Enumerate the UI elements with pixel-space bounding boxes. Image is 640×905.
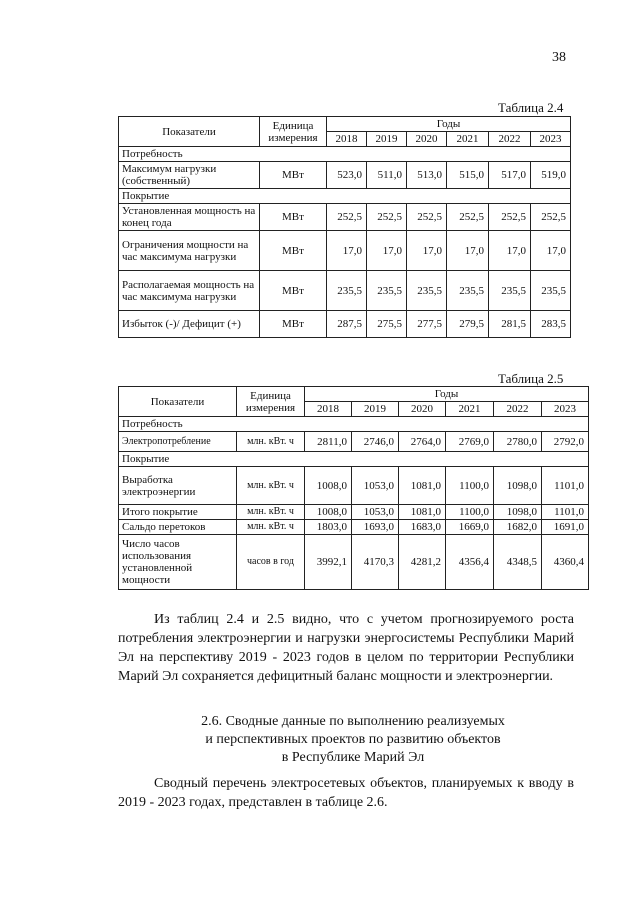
row-label: Ограничения мощности на час максимума нагрузки: [119, 231, 260, 271]
cell-value: 283,5: [531, 311, 571, 338]
section-cover: Покрытие: [119, 452, 589, 467]
table-row: [119, 535, 589, 590]
table-row: [119, 271, 571, 311]
page-number: 38: [552, 50, 566, 65]
cell-value: 1100,0: [446, 505, 494, 520]
cell-value: 513,0: [407, 162, 447, 189]
cell-value: 2780,0: [494, 432, 542, 452]
cell-value: 1008,0: [305, 505, 352, 520]
row-label: Электропотребление: [119, 432, 237, 452]
cell-value: 2764,0: [399, 432, 446, 452]
cell-value: 3992,1: [305, 535, 352, 590]
header-unit: Единица измерения: [237, 387, 305, 417]
cell-value: 281,5: [489, 311, 531, 338]
cell-value: 523,0: [327, 162, 367, 189]
table-2-4: [118, 116, 571, 338]
cell-value: 17,0: [447, 231, 489, 271]
table-row: [119, 432, 589, 452]
row-label: Максимум нагрузки (собственный): [119, 162, 260, 189]
row-unit: млн. кВт. ч: [237, 467, 305, 505]
cell-value: 17,0: [531, 231, 571, 271]
cell-value: 275,5: [367, 311, 407, 338]
row-label: Установленная мощность на конец года: [119, 204, 260, 231]
cell-value: 252,5: [531, 204, 571, 231]
cell-value: 1682,0: [494, 520, 542, 535]
cell-value: 1691,0: [542, 520, 589, 535]
cell-value: 235,5: [489, 271, 531, 311]
row-label: Итого покрытие: [119, 505, 237, 520]
cell-value: 1101,0: [542, 505, 589, 520]
cell-value: 4356,4: [446, 535, 494, 590]
paragraph-conclusion: Из таблиц 2.4 и 2.5 видно, что с учетом прогнозируемого роста потребления электроэнергии и нагрузки энергосистемы Республики Марий Эл на перспективу 2019 - 2023 годов в целом по территории Республики Марий Эл сохраняется дефицитный баланс мощности и электроэнергии.: [118, 612, 574, 684]
cell-value: 279,5: [447, 311, 489, 338]
header-indicators: Показатели: [119, 387, 237, 417]
row-label: Избыток (-)/ Дефицит (+): [119, 311, 260, 338]
year-header: 2021: [447, 132, 489, 147]
table-2-5-caption: Таблица 2.5: [498, 371, 564, 386]
year-header: 2019: [367, 132, 407, 147]
year-header: 2022: [489, 132, 531, 147]
year-header: 2020: [399, 402, 446, 417]
row-unit: млн. кВт. ч: [237, 520, 305, 535]
cell-value: 1053,0: [352, 467, 399, 505]
section-heading-line: 2.6. Сводные данные по выполнению реализуемых: [201, 714, 505, 729]
cell-value: 2769,0: [446, 432, 494, 452]
cell-value: 252,5: [327, 204, 367, 231]
row-label: Выработка электроэнергии: [119, 467, 237, 505]
cell-value: 1081,0: [399, 505, 446, 520]
cell-value: 511,0: [367, 162, 407, 189]
cell-value: 1669,0: [446, 520, 494, 535]
cell-value: 1803,0: [305, 520, 352, 535]
header-indicators: Показатели: [119, 117, 260, 147]
year-header: 2021: [446, 402, 494, 417]
cell-value: 287,5: [327, 311, 367, 338]
cell-value: 1693,0: [352, 520, 399, 535]
cell-value: 235,5: [407, 271, 447, 311]
year-header: 2022: [494, 402, 542, 417]
table-row: [119, 204, 571, 231]
row-unit: млн. кВт. ч: [237, 432, 305, 452]
year-header: 2020: [407, 132, 447, 147]
cell-value: 17,0: [407, 231, 447, 271]
cell-value: 252,5: [367, 204, 407, 231]
year-header: 2023: [531, 132, 571, 147]
cell-value: 235,5: [447, 271, 489, 311]
cell-value: 2792,0: [542, 432, 589, 452]
cell-value: 2746,0: [352, 432, 399, 452]
table-row: [119, 520, 589, 535]
cell-value: 1100,0: [446, 467, 494, 505]
cell-value: 17,0: [327, 231, 367, 271]
section-heading-line: в Республике Марий Эл: [281, 750, 425, 765]
row-unit: МВт: [260, 204, 327, 231]
row-unit: млн. кВт. ч: [237, 505, 305, 520]
paragraph-summary: Сводный перечень электросетевых объектов, планируемых к вводу в 2019 - 2023 годах, представлен в таблице 2.6.: [118, 776, 574, 810]
section-heading-line: и перспективных проектов по развитию объектов: [205, 732, 501, 747]
section-cover: Покрытие: [119, 189, 571, 204]
table-2-5: [118, 386, 589, 590]
header-unit: Единица измерения: [260, 117, 327, 147]
cell-value: 252,5: [489, 204, 531, 231]
row-unit: МВт: [260, 271, 327, 311]
table-row: [119, 231, 571, 271]
cell-value: 1098,0: [494, 467, 542, 505]
header-years-label: Годы: [305, 387, 589, 402]
cell-value: 4170,3: [352, 535, 399, 590]
cell-value: 4348,5: [494, 535, 542, 590]
section-heading: [118, 713, 588, 767]
row-unit: МВт: [260, 231, 327, 271]
cell-value: 252,5: [407, 204, 447, 231]
year-header: 2023: [542, 402, 589, 417]
year-header: 2019: [352, 402, 399, 417]
cell-value: 1098,0: [494, 505, 542, 520]
cell-value: 17,0: [489, 231, 531, 271]
cell-value: 235,5: [367, 271, 407, 311]
cell-value: 277,5: [407, 311, 447, 338]
year-header: 2018: [305, 402, 352, 417]
cell-value: 1053,0: [352, 505, 399, 520]
cell-value: 4360,4: [542, 535, 589, 590]
cell-value: 17,0: [367, 231, 407, 271]
section-demand: Потребность: [119, 147, 571, 162]
cell-value: 1008,0: [305, 467, 352, 505]
table-2-4-caption: Таблица 2.4: [498, 100, 564, 115]
cell-value: 2811,0: [305, 432, 352, 452]
cell-value: 1081,0: [399, 467, 446, 505]
cell-value: 1101,0: [542, 467, 589, 505]
row-label: Располагаемая мощность на час максимума нагрузки: [119, 271, 260, 311]
table-row: [119, 505, 589, 520]
table-row: [119, 467, 589, 505]
row-label: Сальдо перетоков: [119, 520, 237, 535]
cell-value: 252,5: [447, 204, 489, 231]
header-years-label: Годы: [327, 117, 571, 132]
cell-value: 519,0: [531, 162, 571, 189]
cell-value: 517,0: [489, 162, 531, 189]
cell-value: 515,0: [447, 162, 489, 189]
cell-value: 235,5: [327, 271, 367, 311]
table-row: [119, 311, 571, 338]
row-unit: МВт: [260, 162, 327, 189]
section-demand: Потребность: [119, 417, 589, 432]
row-label: Число часов использования установленной мощности: [119, 535, 237, 590]
cell-value: 235,5: [531, 271, 571, 311]
cell-value: 1683,0: [399, 520, 446, 535]
year-header: 2018: [327, 132, 367, 147]
row-unit: МВт: [260, 311, 327, 338]
row-unit: часов в год: [237, 535, 305, 590]
table-row: [119, 162, 571, 189]
cell-value: 4281,2: [399, 535, 446, 590]
